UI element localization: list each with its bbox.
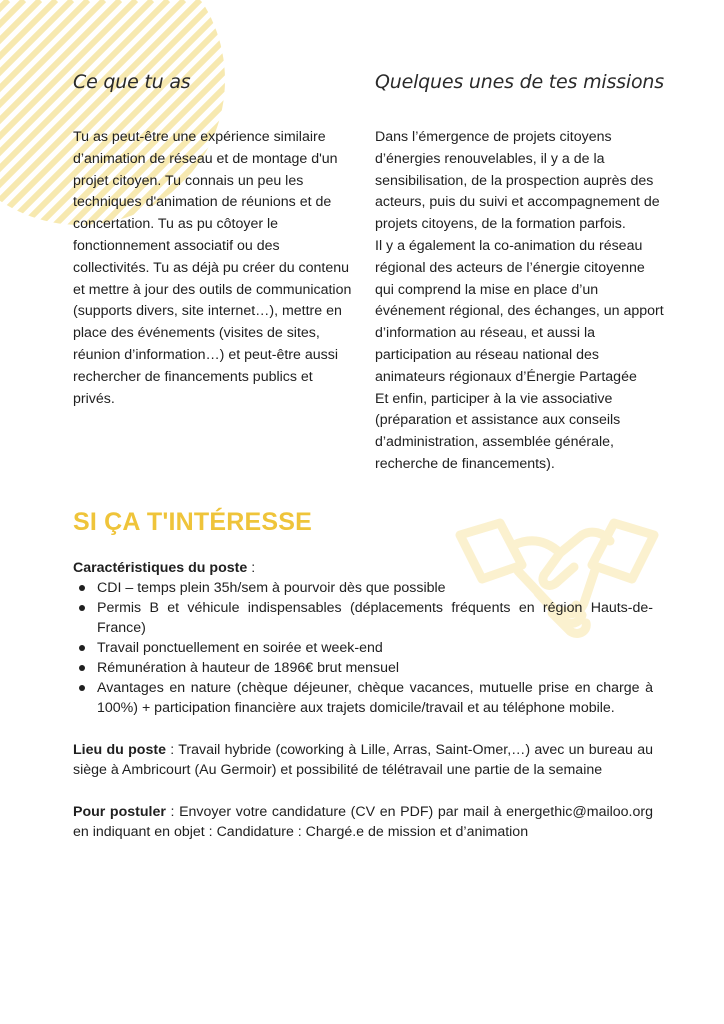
list-item-text: Travail ponctuellement en soirée et week-end <box>97 640 383 656</box>
right-column-title: Quelques unes de tes missions <box>375 71 664 93</box>
left-column <box>73 68 355 410</box>
right-paragraph: Et enfin, participer à la vie associative (préparation et assistance aux conseils d’administration, assemblée générale, recherche de financements). <box>375 390 621 472</box>
list-item-text: Rémunération à hauteur de 1896€ brut mensuel <box>97 660 400 676</box>
left-column-text <box>73 127 355 410</box>
section-title: SI ÇA T'INTÉRESSE <box>73 508 313 536</box>
list-item <box>73 658 653 678</box>
location-label: Lieu du poste <box>73 742 166 758</box>
bullet-icon <box>79 585 85 591</box>
bullet-icon <box>79 665 85 671</box>
job-details <box>73 558 653 842</box>
bullet-icon <box>79 645 85 651</box>
apply-label: Pour postuler <box>73 804 166 820</box>
bullet-icon <box>79 685 85 691</box>
features-suffix: : <box>247 560 256 576</box>
features-label: Caractéristiques du poste <box>73 560 248 576</box>
bullet-icon <box>79 605 85 611</box>
apply-text: : Envoyer votre candidature (CV en PDF) par mail à energethic@mailoo.org en indiquant en objet : Candidature : Chargé.e de mission et d’animation <box>73 804 653 840</box>
left-column-title: Ce que tu as <box>73 71 191 93</box>
right-column <box>375 68 665 476</box>
list-item-text: CDI – temps plein 35h/sem à pourvoir dès que possible <box>97 580 446 596</box>
left-paragraph: Tu as peut-être une expérience similaire d’animation de réseau et de montage d'un projet citoyen. Tu connais un peu les techniques d'animation de réunions et de concertation. Tu as pu côtoyer le fonctionnement associatif ou des collectivités. Tu as déjà pu créer du contenu et mettre à jour des outils de communication (supports divers, site internet…), mettre en place des événements (visites de sites, réunion d’information…) et peut-être aussi rechercher de financements publics et privés. <box>73 129 352 407</box>
right-column-text <box>375 127 665 476</box>
apply-paragraph <box>73 802 653 842</box>
right-paragraph: Dans l’émergence de projets citoyens d’énergies renouvelables, il y a de la sensibilisation, de la prospection auprès des acteurs, puis du suivi et accompagnement de projets citoyens, de la formation parfois. <box>375 129 660 233</box>
features-list <box>73 578 653 718</box>
list-item <box>73 598 653 638</box>
list-item <box>73 678 653 718</box>
features-heading <box>73 558 653 578</box>
list-item <box>73 578 653 598</box>
location-text: : Travail hybride (coworking à Lille, Arras, Saint-Omer,…) avec un bureau au siège à Ambricourt (Au Germoir) et possibilité de télétravail une partie de la semaine <box>73 742 654 778</box>
location-paragraph <box>73 740 653 780</box>
list-item-text: Permis B et véhicule indispensables (déplacements fréquents en région Hauts-de-France) <box>97 600 653 636</box>
list-item <box>73 638 653 658</box>
list-item-text: Avantages en nature (chèque déjeuner, chèque vacances, mutuelle prise en charge à 100%) + participation financière aux trajets domicile/travail et au téléphone mobile. <box>97 680 653 716</box>
right-paragraph: Il y a également la co-animation du réseau régional des acteurs de l’énergie citoyenne qui comprend la mise en place d’un événement régional, des échanges, un apport d’information au réseau, et aussi la participation au réseau national des animateurs régionaux d’Énergie Partagée <box>375 237 664 385</box>
